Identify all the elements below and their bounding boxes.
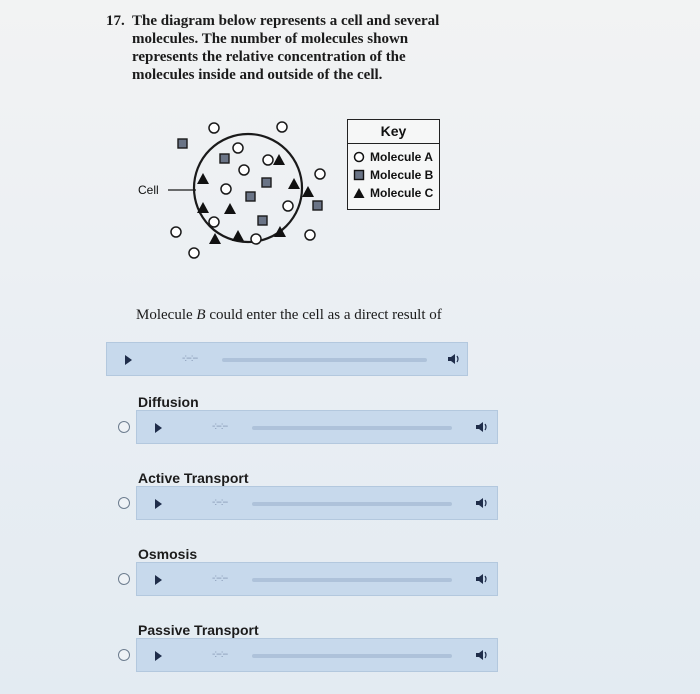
volume-icon[interactable]: [475, 572, 489, 586]
volume-icon[interactable]: [475, 420, 489, 434]
audio-time: -:--:--: [212, 497, 228, 508]
audio-progress-track[interactable]: [252, 578, 452, 582]
audio-progress-track[interactable]: [252, 502, 452, 506]
play-icon[interactable]: [125, 355, 132, 365]
audio-progress-track[interactable]: [222, 358, 427, 362]
key-row-molecule-a: [348, 148, 439, 166]
key-label-molecule-b: Molecule B: [370, 168, 434, 182]
option-radio-osmosis[interactable]: [118, 573, 130, 585]
volume-icon[interactable]: [447, 352, 461, 366]
audio-time: -:--:--: [212, 649, 228, 660]
cell-diagram: [130, 110, 340, 270]
volume-icon[interactable]: [475, 648, 489, 662]
play-icon[interactable]: [155, 651, 162, 661]
question-prompt: Molecule B could enter the cell as a direct result of: [136, 307, 442, 323]
audio-progress-track[interactable]: [252, 654, 452, 658]
key-label-molecule-c: Molecule C: [370, 186, 434, 200]
question-audio-player[interactable]: [106, 342, 468, 376]
question-text: The diagram below represents a cell and several molecules. The number of molecules shown represents the relative concentration of the molecules inside and outside of the cell.: [132, 13, 440, 83]
key-title: Key: [348, 120, 439, 144]
key-label-molecule-a: Molecule A: [370, 150, 433, 164]
play-icon[interactable]: [155, 499, 162, 509]
option-audio-player-osmosis[interactable]: [136, 562, 498, 596]
option-audio-player-diffusion[interactable]: [136, 410, 498, 444]
play-icon[interactable]: [155, 575, 162, 585]
option-label-active-transport[interactable]: Active Transport: [138, 470, 249, 486]
question-number: 17.: [106, 13, 125, 29]
option-label-diffusion[interactable]: Diffusion: [138, 394, 199, 410]
key-box: [347, 119, 440, 210]
option-label-osmosis[interactable]: Osmosis: [138, 546, 198, 562]
audio-time: -:--:--: [212, 573, 228, 584]
option-radio-passive-transport[interactable]: [118, 649, 130, 661]
square-icon: [353, 169, 365, 181]
option-label-passive-transport[interactable]: Passive Transport: [138, 622, 259, 638]
volume-icon[interactable]: [475, 496, 489, 510]
circle-icon: [353, 151, 365, 163]
audio-time: -:--:--: [212, 421, 228, 432]
triangle-icon: [353, 187, 365, 199]
key-row-molecule-c: [348, 184, 439, 202]
option-radio-active-transport[interactable]: [118, 497, 130, 509]
option-radio-diffusion[interactable]: [118, 421, 130, 433]
audio-time: -:--:--: [182, 353, 198, 364]
key-row-molecule-b: [348, 166, 439, 184]
option-audio-player-passive-transport[interactable]: [136, 638, 498, 672]
option-audio-player-active-transport[interactable]: [136, 486, 498, 520]
play-icon[interactable]: [155, 423, 162, 433]
cell-label: Cell: [138, 183, 159, 197]
audio-progress-track[interactable]: [252, 426, 452, 430]
